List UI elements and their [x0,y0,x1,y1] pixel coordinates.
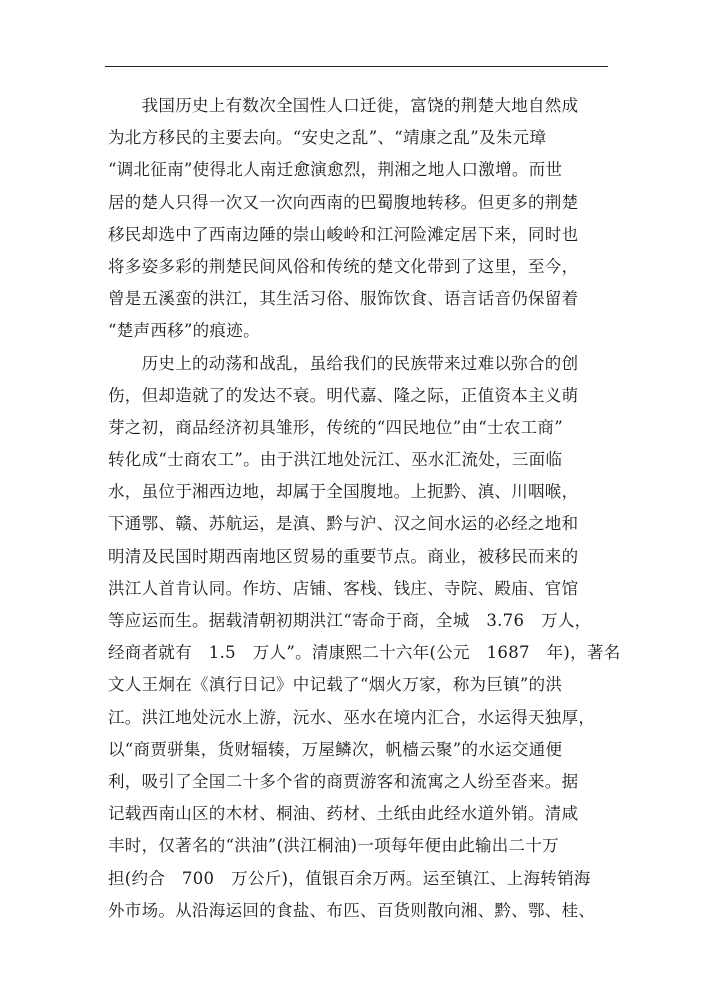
text-line: 担(约合 700 万公斤)，值银百余万两。运至镇江、上海转销海 [108,868,591,888]
text-line: 利，吸引了全国二十多个省的商贾游客和流寓之人纷至沓来。据 [108,771,579,791]
text-line: 记载西南山区的木材、桐油、药材、土纸由此经水道外销。清咸 [108,804,579,824]
text-line: 经商者就有 1.5 万人”。清康熙二十六年(公元 1687 年)，著名 [108,643,621,663]
text-line: 居的楚人只得一次又一次向西南的巴蜀腹地转移。但更多的荆楚 [108,192,579,212]
text-line: 芽之初，商品经济初具雏形，传统的“四民地位”由“士农工商” [108,417,563,437]
text-line: 转化成“士商农工”。由于洪江地处沅江、巫水汇流处，三面临 [108,450,563,470]
text-line: 文人王炯在《滇行日记》中记载了“烟火万家，称为巨镇”的洪 [108,675,563,695]
text-line: 我国历史上有数次全国性人口迁徙，富饶的荆楚大地自然成 [108,96,579,115]
text-line: 将多姿多彩的荆楚民间风俗和传统的楚文化带到了这里，至今， [108,256,579,276]
text-line: 等应运而生。据载清朝初期洪江“寄命于商，全城 3.76 万人， [108,611,592,630]
text-line: 洪江人首肯认同。作坊、店铺、客栈、钱庄、寺院、殿庙、官馆 [108,578,579,598]
text-line: 江。洪江地处沅水上游，沅水、巫水在境内汇合，水运得天独厚， [108,707,596,727]
text-line: 为北方移民的主要去向。“安史之乱”、“靖康之乱”及朱元璋 [108,128,547,148]
body-text [108,90,621,927]
text-line: “调北征南”使得北人南迁愈演愈烈，荆湘之地人口激增。而世 [108,160,563,180]
header-rule [105,66,608,67]
text-line: 曾是五溪蛮的洪江，其生活习俗、服饰饮食、语言话音仍保留着 [108,289,579,309]
text-line: 下通鄂、赣、苏航运，是滇、黔与沪、汉之间水运的必经之地和 [108,514,579,534]
text-line: 丰时，仅著名的“洪油”(洪江桐油)一项每年便由此输出二十万 [108,836,559,856]
text-line: 移民却选中了西南边陲的崇山峻岭和江河险滩定居下来，同时也 [108,224,579,244]
text-line: 以“商贾骈集，货财辐辏，万屋鳞次，帆樯云聚”的水运交通便 [108,739,563,759]
text-line: 水，虽位于湘西边地，却属于全国腹地。上扼黔、滇、川咽喉， [108,482,579,502]
text-line: 外市场。从沿海运回的食盐、布匹、百货则散向湘、黔、鄂、桂、 [108,900,596,920]
text-line: 明清及民国时期西南地区贸易的重要节点。商业，被移民而来的 [108,546,579,566]
text-line: 历史上的动荡和战乱，虽给我们的民族带来过难以弥合的创 [108,353,579,373]
text-line: 伤，但却造就了的发达不衰。明代嘉、隆之际，正值资本主义萌 [108,385,579,405]
text-line: “楚声西移”的痕迹。 [108,321,260,341]
